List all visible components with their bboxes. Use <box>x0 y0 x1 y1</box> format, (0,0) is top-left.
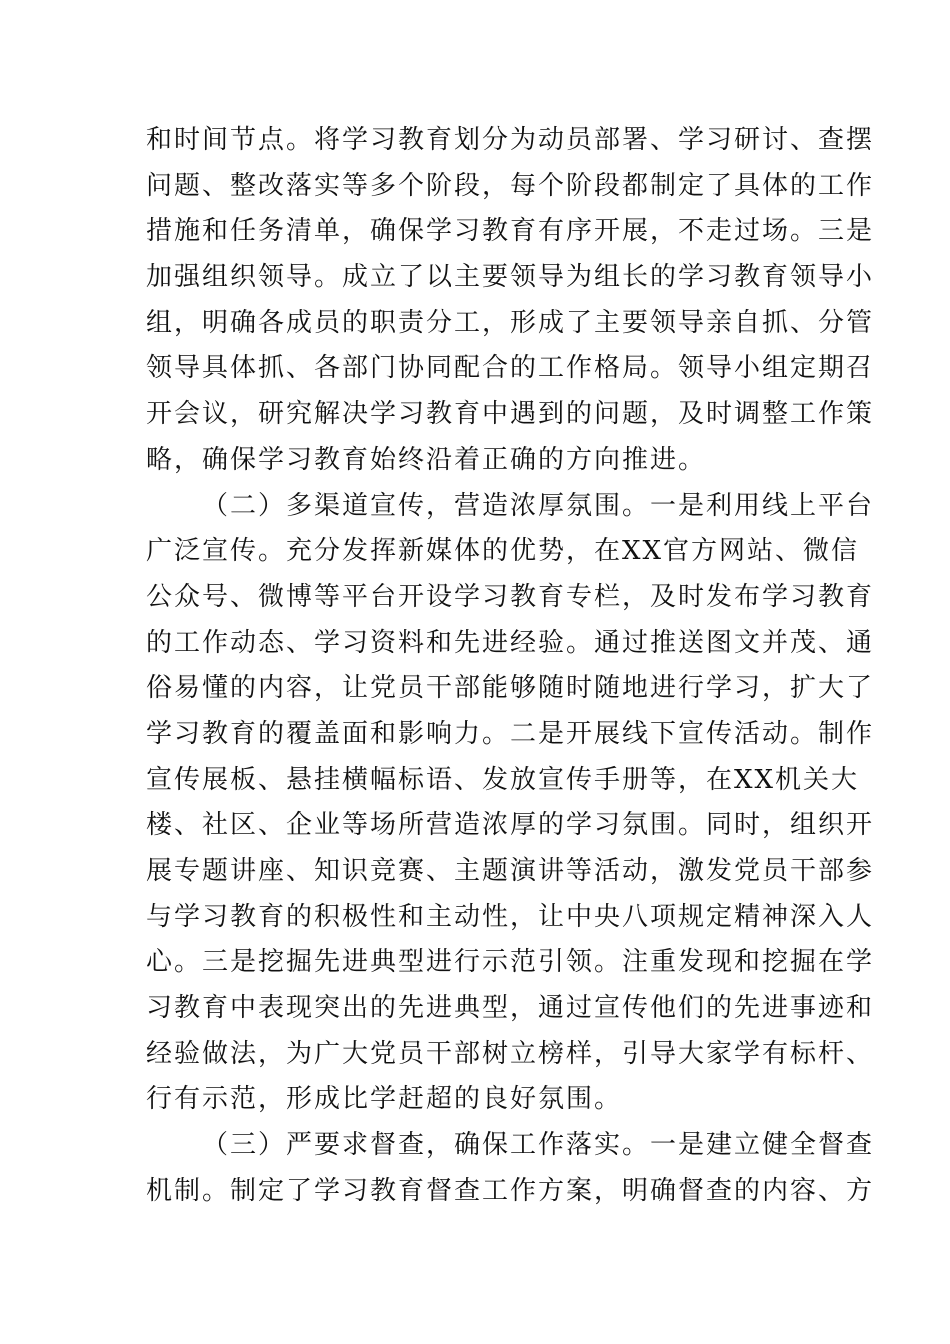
text-line: 与学习教育的积极性和主动性，让中央八项规定精神深入人 <box>146 901 875 932</box>
text-line: 公众号、微博等平台开设学习教育专栏，及时发布学习教育 <box>146 581 875 612</box>
text-line: 措施和任务清单，确保学习教育有序开展，不走过场。三是 <box>146 216 875 247</box>
text-line: 开会议，研究解决学习教育中遇到的问题，及时调整工作策 <box>146 399 875 430</box>
text-line: 经验做法，为广大党员干部树立榜样，引导大家学有标杆、 <box>146 1038 875 1069</box>
text-line: 问题、整改落实等多个阶段，每个阶段都制定了具体的工作 <box>146 170 875 201</box>
body-text <box>146 118 875 1215</box>
text-line: 和时间节点。将学习教育划分为动员部署、学习研讨、查摆 <box>146 125 875 155</box>
text-line: 略，确保学习教育始终沿着正确的方向推进。 <box>146 444 707 475</box>
text-line: 宣传展板、悬挂横幅标语、发放宣传手册等，在XX机关大 <box>146 764 860 795</box>
text-line: 习教育中表现突出的先进典型，通过宣传他们的先进事迹和 <box>146 993 875 1024</box>
text-line: 的工作动态、学习资料和先进经验。通过推送图文并茂、通 <box>146 627 875 658</box>
text-line: 俗易懂的内容，让党员干部能够随时随地进行学习，扩大了 <box>146 673 875 704</box>
text-line: 加强组织领导。成立了以主要领导为组长的学习教育领导小 <box>146 262 875 293</box>
text-line: 学习教育的覆盖面和影响力。二是开展线下宣传活动。制作 <box>146 718 875 749</box>
text-line: 广泛宣传。充分发挥新媒体的优势，在XX官方网站、微信 <box>146 536 860 567</box>
section-heading-line: （三）严要求督查，确保工作落实。一是建立健全督查 <box>202 1130 875 1161</box>
text-line: 楼、社区、企业等场所营造浓厚的学习氛围。同时，组织开 <box>146 810 875 841</box>
text-line: 组，明确各成员的职责分工，形成了主要领导亲自抓、分管 <box>146 307 875 338</box>
section-heading-line: （二）多渠道宣传，营造浓厚氛围。一是利用线上平台 <box>202 490 875 521</box>
text-line: 心。三是挖掘先进典型进行示范引领。注重发现和挖掘在学 <box>146 947 875 978</box>
text-line: 展专题讲座、知识竞赛、主题演讲等活动，激发党员干部参 <box>146 856 875 886</box>
text-line: 行有示范，形成比学赶超的良好氛围。 <box>146 1084 623 1115</box>
text-line: 机制。制定了学习教育督查工作方案，明确督查的内容、方 <box>146 1175 875 1206</box>
text-line: 领导具体抓、各部门协同配合的工作格局。领导小组定期召 <box>146 353 875 384</box>
